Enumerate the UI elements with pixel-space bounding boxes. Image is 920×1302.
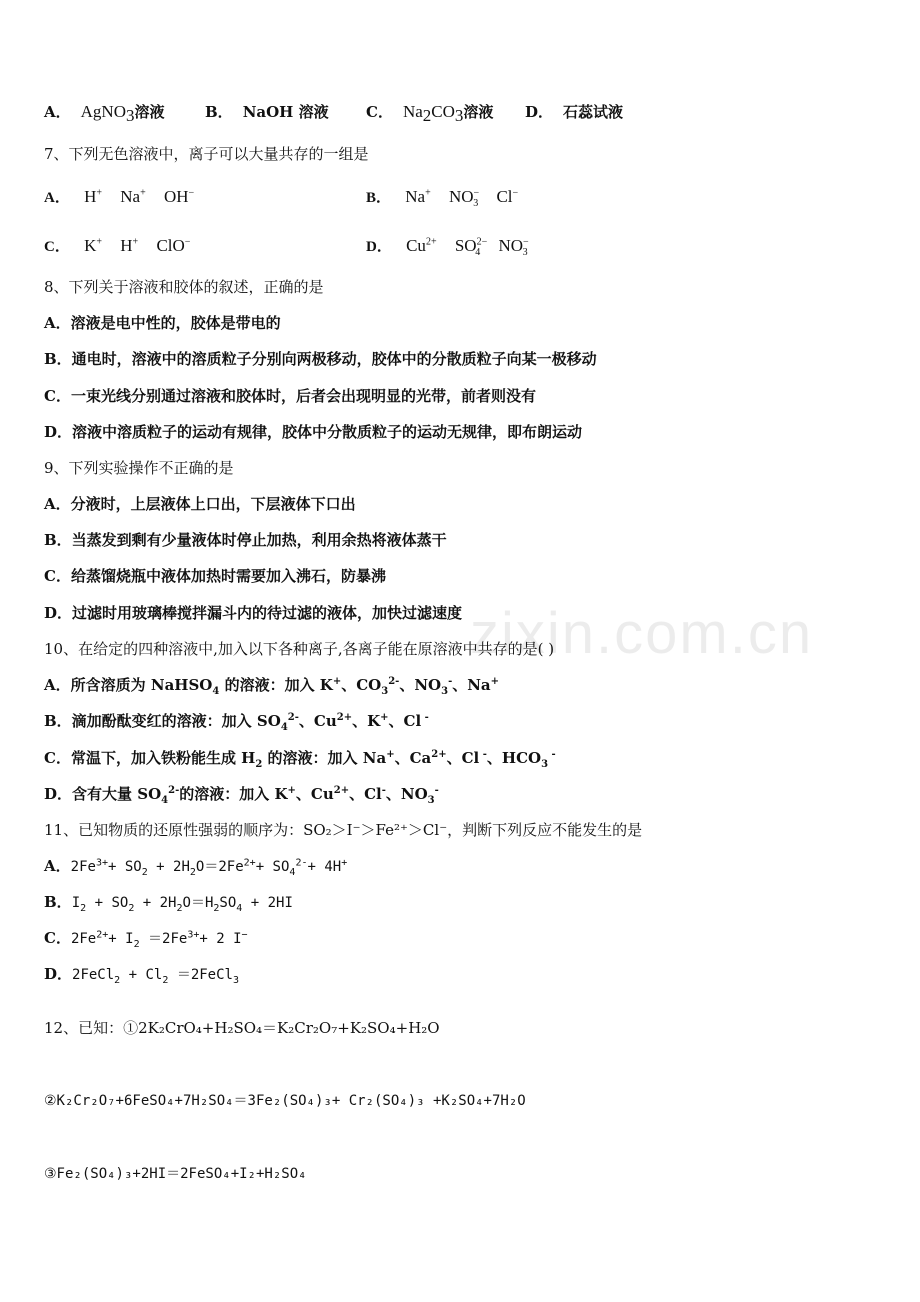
q9-stem: 9、下列实验操作不正确的是 xyxy=(44,459,234,477)
q10-option-a: A．所含溶质为 NaHSO$_4$ 的溶液：加入 K+、$CO_3^{2-}$、$NO_3^-$、Na+ xyxy=(44,676,500,697)
q7-stem: 7、下列无色溶液中，离子可以大量共存的一组是 xyxy=(44,145,369,163)
q8-stem: 8、下列关于溶液和胶体的叙述，正确的是 xyxy=(44,278,324,296)
q12-stem: 12、已知：①2K₂CrO₄+H₂SO₄＝K₂Cr₂O₇+K₂SO₄+H₂O xyxy=(44,1019,440,1037)
q11-option-c: C．$2Fe^{2+}+ I_2 =2Fe^{3+}+ 2$ I− xyxy=(44,929,248,950)
watermark: zixin.com.cn xyxy=(470,601,814,666)
q11-option-b: B．$I_2 + SO_2 + 2H_2O=H_2SO_4 + 2HI$ xyxy=(44,893,293,914)
q11-option-d: D．2FeCl$_2$ + $Cl_2$ ＝2FeCl$_3$ xyxy=(44,965,239,986)
q10-option-b: B．滴加酚酞变红的溶液：加入 $SO_4^{2-}$、$Cu^{2+}$、K+、Cl - xyxy=(44,712,429,733)
q10-option-c: C．常温下，加入铁粉能生成 $H_2$ 的溶液：加入 Na+、$Ca^{2+}$、Cl -、$HCO_3$ - xyxy=(44,749,556,770)
q7-option-b: B． Na+ $NO^-_3$ Cl− xyxy=(366,187,519,210)
q6-option-b: B． NaOH 溶液 xyxy=(205,103,329,121)
q10-stem: 10、在给定的四种溶液中,加入以下各种离子,各离子能在原溶液中共存的是( ) xyxy=(44,640,555,658)
q9-option-c: C．给蒸馏烧瓶中液体加热时需要加入沸石，防暴沸 xyxy=(44,567,386,585)
q12-reaction-3: ③Fe₂(SO₄)₃+2HI＝2FeSO₄+I₂+H₂SO₄ xyxy=(44,1166,307,1182)
q6-option-a: A． AgNO$_3$溶液 xyxy=(44,102,165,125)
q9-option-d: D．过滤时用玻璃棒搅拌漏斗内的待过滤的液体，加快过滤速度 xyxy=(44,604,463,622)
q6-option-c: C． $Na_2CO_3$溶液 xyxy=(366,102,494,125)
q8-option-c: C．一束光线分别通过溶液和胶体时，后者会出现明显的光带，前者则没有 xyxy=(44,387,536,405)
q12-reaction-2: ②K₂Cr₂O₇+6FeSO₄+7H₂SO₄＝3Fe₂(SO₄)₃+ Cr₂(SO₄)₃ +K₂SO₄+7H₂O xyxy=(44,1093,526,1109)
q7-option-c: C． K+ H+ ClO− xyxy=(44,236,191,255)
q6-option-d: D． 石蕊试液 xyxy=(525,103,624,121)
q7-option-a: A． H+ Na+ OH− xyxy=(44,187,195,206)
q9-option-a: A．分液时，上层液体上口出，下层液体下口出 xyxy=(44,495,356,513)
q8-option-d: D．溶液中溶质粒子的运动有规律，胶体中分散质粒子的运动无规律，即布朗运动 xyxy=(44,423,583,441)
q7-option-d: D． $Cu^{2+}$ $SO^{2-}_4$ $NO^-_3$ xyxy=(366,236,529,259)
q10-option-d: D．含有大量 $SO_4^{2-}$的溶液：加入 K+、$Cu^{2+}$、Cl-、$NO_3^-$ xyxy=(44,785,439,806)
q11-stem: 11、已知物质的还原性强弱的顺序为：SO₂＞I⁻＞Fe²⁺＞Cl⁻，判断下列反应不能发生的是 xyxy=(44,821,643,839)
q8-option-a: A．溶液是电中性的，胶体是带电的 xyxy=(44,314,281,332)
q9-option-b: B．当蒸发到剩有少量液体时停止加热，利用余热将液体蒸干 xyxy=(44,531,447,549)
q11-option-a: A．$2Fe^{3+}+ SO_2 + 2H_2O=2Fe^{2+}+ SO_4^{2-}+ 4H^+$ xyxy=(44,857,348,878)
q8-option-b: B．通电时，溶液中的溶质粒子分别向两极移动，胶体中的分散质粒子向某一极移动 xyxy=(44,350,597,368)
